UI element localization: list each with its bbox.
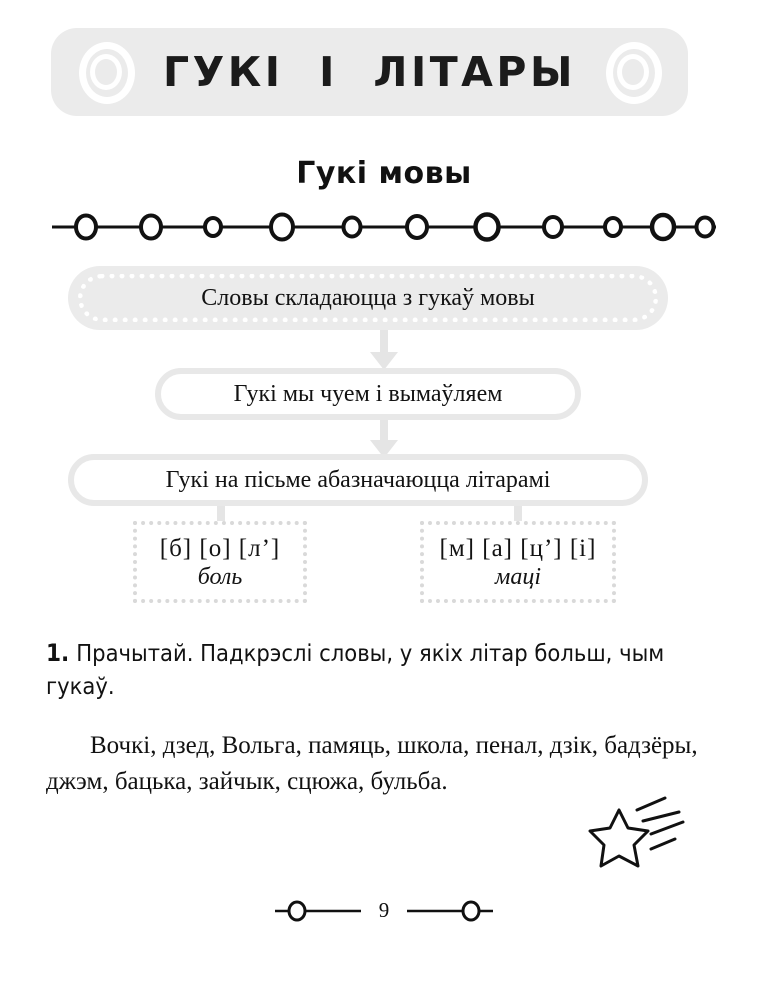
sound-letter-flowchart [0,262,768,612]
phoneme-row-right: [м] [а] [ц’] [і] [439,534,597,562]
page-footer [0,898,768,923]
section-heading: Гукі мовы [296,156,472,191]
phoneme-row-left: [б] [о] [л’] [159,534,281,562]
example-word-left: боль [197,564,243,591]
beaded-line-divider-icon [50,212,718,242]
exercise-prompt-text: Прачытай. Падкрэслі словы, у якіх літар больш, чым гукаў. [46,639,665,701]
circle-line-ornament-right-icon [403,899,495,923]
flow-box-words-consist-of-sounds [68,266,668,330]
page-title: ГУКІ І ЛІТАРЫ [163,48,576,96]
exercise-word-list: Вочкі, дзед, Вольга, памяць, школа, пенал, дзік, бадзёры, джэм, бацька, зайчык, сцюжа, бульба. [46,731,698,795]
exercise-number: 1. [46,639,70,667]
circle-line-ornament-left-icon [273,899,365,923]
flow-box-sounds-we-hear-and-pronounce [155,368,581,420]
flow-box-1-label: Словы складаюцца з гукаў мовы [201,284,535,311]
down-arrow-icon-1 [366,328,402,372]
exercise-block [46,636,722,800]
spiral-binder-hole-icon-right [606,42,660,102]
example-word-right: маці [495,564,541,591]
exercise-prompt [46,636,722,704]
page-number: 9 [378,898,390,922]
flow-box-3-label: Гукі на пісьме абазначаюцца літарамі [165,466,551,493]
transcription-example-left [133,521,307,603]
spiral-binder-hole-icon-left [79,42,133,102]
flow-box-2-label: Гукі мы чуем і вымаўляем [233,380,503,407]
flow-box-sounds-written-as-letters [68,454,648,506]
shooting-star-icon [583,796,703,876]
page-header-banner [51,28,688,116]
transcription-example-right [420,521,616,603]
